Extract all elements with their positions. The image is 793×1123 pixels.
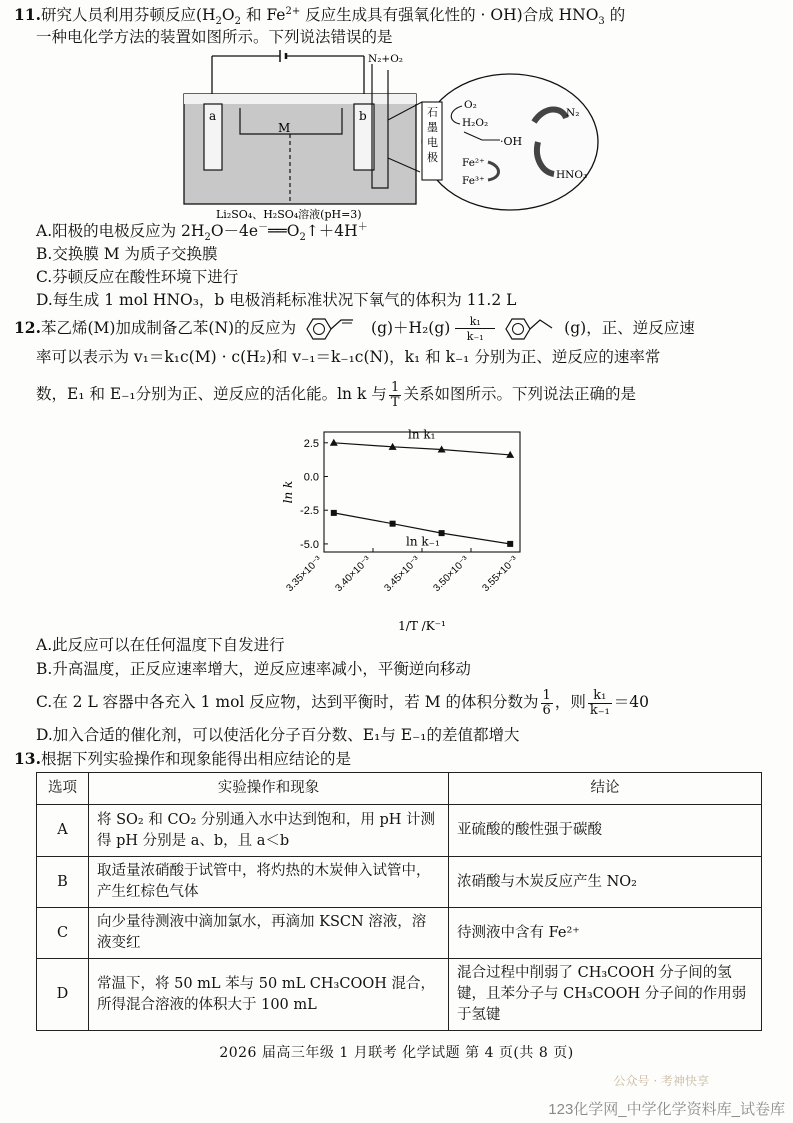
data-point-triangle (330, 439, 338, 446)
h2o2-label: H₂O₂ (462, 117, 489, 129)
table-header-row (37, 773, 762, 805)
table-row (37, 857, 762, 908)
x-axis-label: 1/T /K⁻¹ (398, 619, 446, 633)
q12-option-a: A.此反应可以在任何温度下自发进行 (36, 636, 285, 654)
data-point-square (507, 541, 513, 547)
operation-cell: 取适量浓硝酸于试管中，将灼热的木炭伸入试管中，产生红棕色气体 (89, 857, 449, 908)
data-point-square (390, 521, 396, 527)
q12-option-d: D.加入合适的催化剂，可以使活化分子百分数、E₁与 E₋₁的差值都增大 (36, 726, 520, 744)
gas-inlet-label: N₂+O₂ (368, 53, 404, 65)
table-row (37, 959, 762, 1031)
stamp-text: 公众号 · 考神快享 (613, 1074, 709, 1088)
electrode-b-label: b (359, 109, 367, 123)
chart-svg (278, 422, 538, 640)
conclusion-cell: 待测液中含有 Fe²⁺ (449, 908, 762, 959)
series-label: ln k₋₁ (406, 534, 440, 549)
q11-option-c: C.芬顿反应在酸性环境下进行 (36, 268, 239, 286)
q11-stem-line2: 一种电化学方法的装置如图所示。下列说法错误的是 (36, 28, 393, 46)
q12-stem-line3: 数，E₁ 和 E₋₁分别为正、逆反应的活化能。ln k 与 $\frac{1}{T}$ 关系如图所示。下列说法正确的是 (36, 379, 636, 410)
page-footer: 2026 届高三年级 1 月联考 化学试题 第 4 页(共 8 页) (219, 1045, 574, 1061)
x-tick-label: 3.50×10⁻³ (431, 554, 472, 594)
watermark: 123化学网_中学化学资料库_试卷库 (548, 1101, 785, 1118)
y-tick-label: -5.0 (300, 538, 319, 551)
lnk-vs-reciprocal-T-chart (278, 422, 538, 640)
hydroxyl-radical-label: ·OH (500, 135, 523, 148)
table-row (37, 908, 762, 959)
table-header: 实验操作和现象 (89, 773, 449, 805)
y-tick-label: 0.0 (303, 471, 319, 484)
operation-cell: 常温下，将 50 mL 苯与 50 mL CH₃COOH 混合，所得混合溶液的体积大于 100 mL (89, 959, 449, 1031)
fe3-label: Fe³⁺ (462, 175, 485, 187)
series-line (334, 443, 510, 455)
x-tick-label: 3.40×10⁻³ (333, 554, 374, 594)
q11-option-b: B.交换膜 M 为质子交换膜 (36, 245, 218, 263)
electrode-a-label: a (209, 109, 217, 123)
electrolysis-apparatus-figure (182, 50, 602, 222)
solution-label: Li₂SO₄、H₂SO₄溶液(pH=3) (216, 208, 362, 221)
q13-stem: 13.根据下列实验操作和现象能得出相应结论的是 (14, 749, 351, 768)
q11-stem-line1: 11.研究人员利用芬顿反应($H_2O_2$ 和 $Fe^{2+}$ 反应生成具有强氧化性的 · OH)合成 $HNO_3$ 的 (14, 5, 626, 28)
ethylbenzene-structure-icon (500, 316, 564, 342)
fe2-label: Fe²⁺ (462, 157, 485, 169)
o2-label: O₂ (464, 99, 477, 111)
q11-option-d: D.每生成 1 mol HNO₃，b 电极消耗标准状况下氧气的体积为 11.2 L (36, 291, 517, 309)
n2-label: N₂ (566, 107, 580, 119)
operation-cell: 向少量待测液中滴加氯水，再滴加 KSCN 溶液，溶液变红 (89, 908, 449, 959)
x-tick-label: 3.35×10⁻³ (284, 554, 325, 594)
hno3-label: HNO₃ (556, 169, 588, 181)
conclusion-cell: 混合过程中削弱了 CH₃COOH 分子间的氢键，且苯分子与 CH₃COOH 分子间的作用弱于氢键 (449, 959, 762, 1031)
option-key: D (37, 959, 89, 1031)
option-key: C (37, 908, 89, 959)
option-key: B (37, 857, 89, 908)
conclusion-cell: 浓硝酸与木炭反应产生 NO₂ (449, 857, 762, 908)
table-header: 选项 (37, 773, 89, 805)
q11-option-a: A.阳极的电极反应为 $2H_2O-4e^-══O_2↑+4H^+$ (36, 221, 368, 244)
styrene-structure-icon (301, 316, 371, 342)
conclusion-cell: 亚硫酸的酸性强于碳酸 (449, 805, 762, 857)
x-tick-label: 3.55×10⁻³ (480, 554, 521, 594)
membrane-label: M (278, 121, 291, 135)
series-label: ln k₁ (408, 427, 436, 442)
q12-number: 12. (14, 318, 41, 337)
q12-option-c: C.在 2 L 容器中各充入 1 mol 反应物，达到平衡时，若 M 的体积分数为 $\frac{1}{6}$ ，则 $\frac{\text{k₁}}{\text{k₋₁}}$ ＝40 (36, 687, 650, 718)
q12-stem-line1: 12.苯乙烯(M)加成制备乙苯(N)的反应为 (g)＋H₂(g) $\frac{\text{k₁}}{\text{k₋₁}}$ (g)，正、逆反应速 (14, 315, 695, 343)
q12-stem-line2: 率可以表示为 v₁＝k₁c(M) · c(H₂)和 v₋₁＝k₋₁c(N)，k₁ 和 k₋₁ 分别为正、逆反应的速率常 (36, 348, 661, 366)
data-point-square (331, 510, 337, 516)
y-tick-label: 2.5 (303, 437, 319, 450)
q13-number: 13. (14, 749, 41, 768)
y-axis-label: ln k (281, 480, 295, 504)
q12-option-b: B.升高温度，正反应速率增大，逆反应速率减小，平衡逆向移动 (36, 660, 471, 678)
y-tick-label: -2.5 (300, 505, 319, 518)
q11-number: 11. (14, 5, 41, 24)
graphite-electrode-label: 石墨电极 (427, 106, 438, 164)
option-key: A (37, 805, 89, 857)
operation-cell: 将 SO₂ 和 CO₂ 分别通入水中达到饱和，用 pH 计测得 pH 分别是 a、b，且 a＜b (89, 805, 449, 857)
experiment-table (36, 772, 762, 1031)
table-row (37, 805, 762, 857)
x-tick-label: 3.45×10⁻³ (382, 554, 423, 594)
table-header: 结论 (449, 773, 762, 805)
